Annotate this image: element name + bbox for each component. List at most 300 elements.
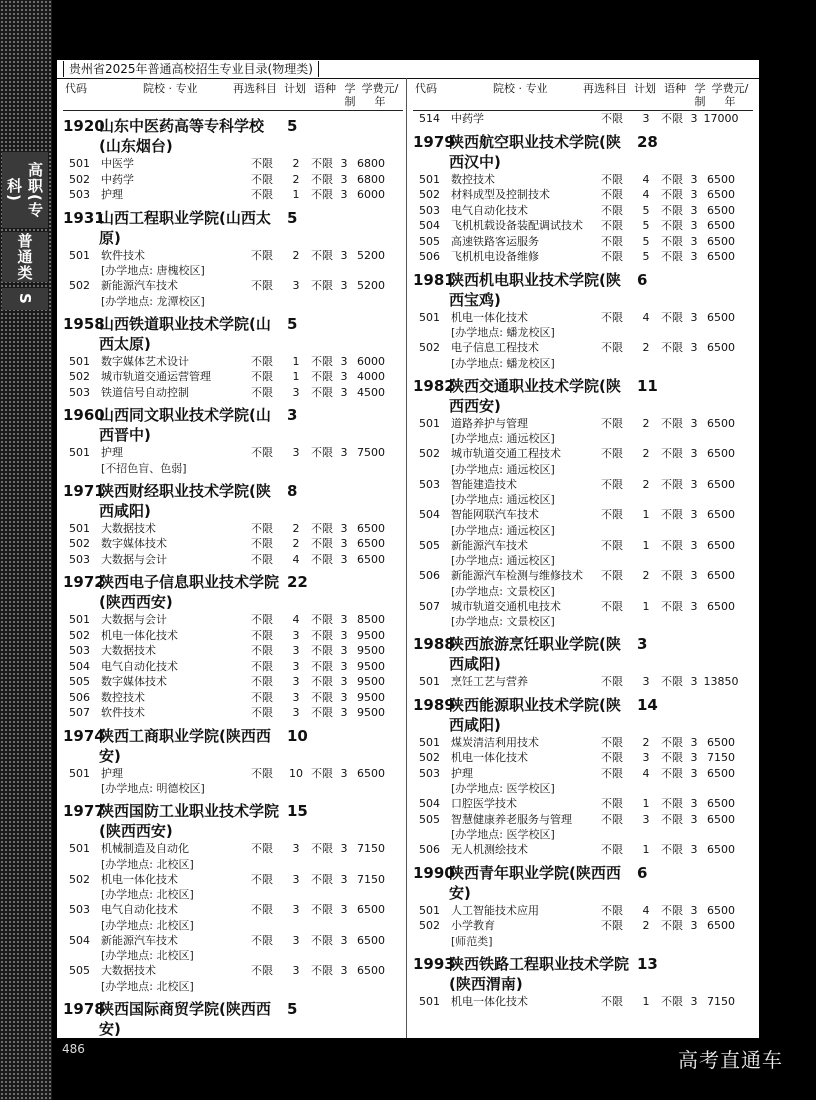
major-plan: 2: [642, 735, 650, 749]
major-length: 3: [340, 690, 348, 704]
major-fee: 6500: [707, 538, 735, 552]
major-note: [办学地点: 通远校区]: [451, 462, 555, 476]
right-school-list: [413, 111, 753, 1009]
major-row: [63, 705, 403, 721]
major-fee: 6500: [357, 933, 385, 947]
major-plan: 1: [292, 370, 300, 383]
major-code: 504: [419, 797, 440, 810]
major-length: 3: [340, 872, 348, 886]
major-note: [办学地点: 文景校区]: [451, 615, 555, 628]
major-language: 不限: [311, 552, 333, 566]
major-language: 不限: [311, 172, 333, 186]
major-length: 3: [690, 234, 698, 248]
school-plan: 5: [287, 117, 298, 135]
major-subject: 不限: [601, 751, 623, 764]
major-subject: 不限: [251, 157, 273, 170]
major-subject: 不限: [601, 735, 623, 749]
major-length: 3: [690, 919, 698, 932]
major-row: [413, 599, 753, 615]
major-length: 3: [690, 112, 698, 125]
school-plan: 5: [287, 314, 298, 333]
column-divider: [406, 78, 407, 1038]
header-fee: 学费元/年: [711, 82, 749, 108]
major-code: 503: [419, 477, 440, 491]
major-fee: 13850: [703, 675, 739, 688]
major-fee: 6500: [357, 537, 385, 550]
major-note: [办学地点: 北校区]: [101, 857, 194, 871]
school-code: 1990: [413, 863, 455, 882]
major-plan: 3: [292, 628, 300, 642]
major-note: [办学地点: 文景校区]: [451, 584, 555, 598]
major-note: [办学地点: 通远校区]: [451, 554, 555, 567]
major-language: 不限: [661, 416, 683, 430]
major-fee: 6500: [707, 569, 735, 582]
major-language: 不限: [661, 735, 683, 749]
header-code: 代码: [415, 82, 437, 95]
major-note: [办学地点: 北校区]: [101, 949, 194, 962]
major-name: 机电一体化技术: [451, 310, 528, 324]
major-fee: 6500: [707, 310, 735, 324]
major-name: 护理: [101, 766, 123, 780]
school-plan: 5: [287, 208, 298, 227]
major-subject: 不限: [601, 250, 623, 263]
school-code: 1979: [413, 132, 455, 151]
major-row: [63, 766, 403, 782]
major-language: 不限: [661, 599, 683, 613]
major-row: [413, 111, 753, 127]
major-code: 501: [419, 416, 440, 430]
major-plan: 2: [642, 341, 650, 354]
school-code: 1960: [63, 406, 105, 424]
major-row: [413, 218, 753, 234]
major-row: [63, 248, 403, 264]
major-row: [63, 933, 403, 949]
school-heading: [63, 801, 403, 841]
major-fee: 6500: [707, 416, 735, 430]
major-fee: 5200: [357, 248, 385, 262]
major-language: 不限: [661, 250, 683, 263]
major-name: 飞机机载设备装配调试技术: [451, 219, 583, 232]
school-plan: 22: [287, 573, 308, 591]
school-heading: [63, 405, 403, 445]
major-length: 3: [690, 172, 698, 186]
major-note: [办学地点: 蟠龙校区]: [451, 356, 555, 370]
major-row: [413, 446, 753, 462]
school-heading: [413, 695, 753, 735]
school-code: 1982: [413, 376, 455, 395]
watermark: 高考直通车: [678, 1048, 783, 1072]
major-length: 3: [340, 172, 348, 186]
major-language: 不限: [661, 203, 683, 217]
major-language: 不限: [311, 188, 333, 201]
major-code: 501: [419, 172, 440, 186]
school-plan: 28: [637, 132, 658, 151]
major-length: 3: [690, 250, 698, 263]
major-fee: 6500: [707, 234, 735, 248]
major-subject: 不限: [601, 599, 623, 613]
major-code: 501: [69, 248, 90, 262]
major-subject: 不限: [601, 766, 623, 780]
major-subject: 不限: [251, 279, 273, 292]
school-heading: [63, 481, 403, 521]
major-row: [413, 812, 753, 828]
major-subject: 不限: [251, 537, 273, 550]
major-subject: 不限: [601, 477, 623, 491]
major-note: [办学地点: 北校区]: [101, 979, 194, 993]
school-code: 1920: [63, 117, 105, 135]
major-code: 505: [69, 964, 90, 977]
major-code: 503: [69, 385, 90, 399]
major-plan: 1: [642, 508, 650, 521]
major-length: 3: [690, 843, 698, 856]
major-length: 3: [690, 416, 698, 430]
major-name: 机电一体化技术: [451, 994, 528, 1008]
major-name: 小学教育: [451, 919, 495, 932]
major-row: [413, 203, 753, 219]
major-language: 不限: [661, 797, 683, 810]
column-header: [413, 80, 753, 111]
major-name: 电气自动化技术: [101, 903, 178, 916]
major-plan: 3: [292, 964, 300, 977]
major-code: 503: [419, 203, 440, 217]
major-fee: 6800: [357, 172, 385, 186]
major-plan: 3: [642, 751, 650, 764]
major-language: 不限: [311, 628, 333, 642]
major-note: [办学地点: 明德校区]: [101, 782, 205, 795]
side-strip: [0, 0, 52, 1100]
major-language: 不限: [311, 385, 333, 399]
major-note: [办学地点: 龙潭校区]: [101, 294, 205, 308]
major-length: 3: [340, 706, 348, 719]
major-length: 3: [340, 385, 348, 399]
major-note: [办学地点: 北校区]: [101, 888, 194, 901]
major-subject: 不限: [601, 994, 623, 1008]
major-subject: 不限: [251, 659, 273, 673]
major-name: 护理: [451, 766, 473, 780]
major-plan: 1: [642, 599, 650, 613]
major-subject: 不限: [251, 552, 273, 566]
header-rule: [57, 78, 759, 79]
major-subject: 不限: [251, 354, 273, 368]
major-fee: 6500: [707, 812, 735, 826]
major-subject: 不限: [601, 675, 623, 688]
major-code: 501: [419, 903, 440, 917]
column-header: [63, 80, 403, 111]
major-plan: 4: [642, 188, 650, 201]
major-fee: 7150: [357, 872, 385, 886]
major-code: 502: [419, 447, 440, 460]
major-subject: 不限: [601, 919, 623, 932]
major-length: 3: [340, 521, 348, 535]
school-heading: [413, 132, 753, 172]
major-code: 502: [69, 537, 90, 550]
major-subject: 不限: [251, 628, 273, 642]
major-row: [63, 369, 403, 385]
major-plan: 3: [292, 872, 300, 886]
major-row: [413, 674, 753, 690]
major-row: [63, 674, 403, 690]
major-subject: 不限: [601, 341, 623, 354]
major-length: 3: [340, 552, 348, 566]
major-length: 3: [690, 812, 698, 826]
major-code: 503: [69, 552, 90, 566]
major-fee: 6500: [357, 521, 385, 535]
major-row: [63, 659, 403, 675]
school-heading: [63, 726, 403, 766]
major-subject: 不限: [601, 812, 623, 826]
major-code: 506: [69, 690, 90, 704]
header-plan: 计划: [284, 82, 306, 95]
major-language: 不限: [661, 903, 683, 917]
major-code: 501: [69, 766, 90, 780]
major-length: 3: [690, 994, 698, 1008]
major-code: 502: [419, 341, 440, 354]
running-header: 贵州省2025年普通高校招生专业目录(物理类): [63, 61, 319, 77]
major-fee: 5200: [357, 279, 385, 292]
school-code: 1971: [63, 481, 105, 500]
major-row: [63, 552, 403, 568]
major-length: 3: [340, 644, 348, 657]
major-code: 503: [419, 766, 440, 780]
major-row: [413, 903, 753, 919]
major-language: 不限: [311, 644, 333, 657]
major-length: 3: [690, 599, 698, 613]
school-plan: 13: [637, 954, 658, 973]
major-length: 3: [340, 675, 348, 688]
school-code: 1978: [63, 999, 105, 1018]
major-plan: 2: [642, 477, 650, 491]
major-code: 502: [419, 919, 440, 932]
left-column: [63, 80, 403, 1038]
major-plan: 3: [292, 690, 300, 704]
school-heading: [63, 314, 403, 354]
major-row: [413, 766, 753, 782]
major-subject: 不限: [601, 797, 623, 810]
major-plan: 3: [292, 385, 300, 399]
school-code: 1977: [63, 802, 105, 820]
school-name: 陕西航空职业技术学院(陕西汉中): [449, 132, 621, 171]
school-plan: 8: [287, 481, 298, 500]
major-name: 机械制造及自动化: [101, 842, 189, 855]
school-name: 陕西国防工业职业技术学院(陕西西安): [99, 802, 280, 840]
major-subject: 不限: [251, 385, 273, 399]
major-subject: 不限: [251, 248, 273, 262]
major-language: 不限: [311, 872, 333, 886]
major-name: 电气自动化技术: [101, 659, 178, 673]
major-plan: 5: [642, 203, 650, 217]
major-length: 3: [340, 537, 348, 550]
major-code: 501: [69, 842, 90, 855]
major-plan: 10: [289, 766, 303, 780]
major-length: 3: [690, 675, 698, 688]
major-language: 不限: [311, 690, 333, 704]
major-fee: 7150: [357, 842, 385, 855]
major-fee: 6500: [707, 188, 735, 201]
major-name: 数控技术: [451, 172, 495, 186]
major-fee: 6500: [707, 477, 735, 491]
major-length: 3: [690, 188, 698, 201]
major-fee: 6000: [357, 188, 385, 201]
major-length: 3: [690, 508, 698, 521]
major-note: [办学地点: 通远校区]: [451, 493, 555, 506]
major-language: 不限: [311, 446, 333, 459]
major-code: 501: [69, 613, 90, 626]
header-subject: 再选科目: [583, 82, 627, 95]
major-row: [63, 841, 403, 857]
header-length: 学制: [694, 82, 706, 108]
school-plan: 3: [287, 406, 298, 424]
school-heading: [413, 863, 753, 903]
catalog-page: [57, 60, 759, 1038]
major-plan: 5: [642, 250, 650, 263]
major-fee: 4000: [357, 370, 385, 383]
major-subject: 不限: [251, 172, 273, 186]
major-length: 3: [690, 203, 698, 217]
major-name: 飞机机电设备维修: [451, 250, 539, 263]
major-length: 3: [340, 933, 348, 947]
major-language: 不限: [661, 994, 683, 1008]
major-row: [63, 612, 403, 628]
major-subject: 不限: [251, 690, 273, 704]
major-plan: 4: [642, 172, 650, 186]
major-row: [63, 156, 403, 172]
major-language: 不限: [661, 751, 683, 764]
major-length: 3: [340, 766, 348, 780]
major-length: 3: [340, 659, 348, 673]
major-subject: 不限: [601, 447, 623, 460]
school-code: 1958: [63, 314, 105, 333]
major-length: 3: [340, 157, 348, 170]
major-plan: 3: [642, 812, 650, 826]
major-language: 不限: [661, 812, 683, 826]
major-subject: 不限: [601, 203, 623, 217]
major-plan: 2: [292, 157, 300, 170]
major-language: 不限: [661, 843, 683, 856]
major-fee: 9500: [357, 690, 385, 704]
major-row: [413, 750, 753, 766]
major-length: 3: [340, 903, 348, 916]
major-length: 3: [690, 447, 698, 460]
major-code: 501: [419, 994, 440, 1008]
school-name: 山西铁道职业技术学院(山西太原): [99, 314, 271, 353]
major-code: 506: [419, 843, 440, 856]
school-name: 山西工程职业学院(山西太原): [99, 208, 271, 247]
header-name: 院校 · 专业: [493, 82, 548, 95]
major-row: [63, 521, 403, 537]
header-length: 学制: [344, 82, 356, 108]
major-language: 不限: [661, 188, 683, 201]
school-code: 1974: [63, 726, 105, 745]
school-name: 陕西能源职业技术学院(陕西咸阳): [449, 695, 621, 734]
right-column: [413, 80, 753, 1009]
major-code: 502: [69, 279, 90, 292]
school-name: 山西同文职业技术学院(山西晋中): [99, 406, 271, 444]
major-code: 501: [419, 735, 440, 749]
major-subject: 不限: [251, 766, 273, 780]
side-tab-general: 普通类: [2, 232, 48, 282]
header-subject: 再选科目: [233, 82, 277, 95]
major-language: 不限: [661, 447, 683, 460]
major-language: 不限: [311, 248, 333, 262]
major-length: 3: [690, 903, 698, 917]
major-row: [413, 310, 753, 326]
major-language: 不限: [661, 675, 683, 688]
major-name: 大数据技术: [101, 644, 156, 657]
major-code: 503: [69, 903, 90, 916]
major-fee: 6500: [707, 919, 735, 932]
major-language: 不限: [661, 569, 683, 582]
school-plan: 11: [637, 376, 658, 395]
major-subject: 不限: [251, 521, 273, 535]
major-note: [师范类]: [451, 934, 493, 948]
major-length: 3: [340, 446, 348, 459]
major-plan: 2: [642, 919, 650, 932]
major-name: 中药学: [451, 112, 484, 125]
school-code: 1988: [413, 635, 455, 653]
major-name: 智能建造技术: [451, 477, 517, 491]
major-length: 3: [340, 188, 348, 201]
major-subject: 不限: [251, 188, 273, 201]
major-fee: 6000: [357, 354, 385, 368]
major-name: 护理: [101, 446, 123, 459]
major-code: 505: [419, 538, 440, 552]
school-code: 1993: [413, 954, 455, 973]
major-name: 机电一体化技术: [101, 872, 178, 886]
school-name: 陕西机电职业技术学院(陕西宝鸡): [449, 270, 621, 309]
major-fee: 6500: [707, 797, 735, 810]
major-fee: 7150: [707, 994, 735, 1008]
major-plan: 1: [642, 538, 650, 552]
major-name: 材料成型及控制技术: [451, 188, 550, 201]
header-name: 院校 · 专业: [143, 82, 198, 95]
major-code: 502: [69, 872, 90, 886]
major-name: 机电一体化技术: [451, 751, 528, 764]
major-fee: 4500: [357, 385, 385, 399]
major-name: 道路养护与管理: [451, 416, 528, 430]
major-row: [63, 385, 403, 401]
major-code: 502: [419, 751, 440, 764]
major-subject: 不限: [601, 538, 623, 552]
major-row: [63, 690, 403, 706]
major-length: 3: [340, 248, 348, 262]
major-fee: 6500: [707, 341, 735, 354]
major-length: 3: [340, 964, 348, 977]
major-note: [不招色盲、色弱]: [101, 461, 187, 475]
major-row: [413, 477, 753, 493]
major-subject: 不限: [251, 613, 273, 626]
major-plan: 5: [642, 219, 650, 232]
major-name: 大数据与会计: [101, 552, 167, 566]
school-plan: 15: [287, 802, 308, 820]
major-row: [413, 568, 753, 584]
major-code: 501: [69, 446, 90, 459]
major-name: 智能网联汽车技术: [451, 508, 539, 521]
school-heading: [413, 376, 753, 416]
major-plan: 1: [642, 994, 650, 1008]
major-note: [办学地点: 通远校区]: [451, 523, 555, 537]
major-row: [413, 796, 753, 812]
school-name: 陕西电子信息职业技术学院(陕西西安): [99, 573, 280, 611]
major-length: 3: [690, 797, 698, 810]
major-length: 3: [340, 628, 348, 642]
major-note: [办学地点: 通远校区]: [451, 432, 555, 445]
major-subject: 不限: [601, 234, 623, 248]
major-note: [办学地点: 北校区]: [101, 918, 194, 932]
major-length: 3: [340, 354, 348, 368]
major-subject: 不限: [601, 112, 623, 125]
major-row: [63, 536, 403, 552]
major-fee: 9500: [357, 659, 385, 673]
